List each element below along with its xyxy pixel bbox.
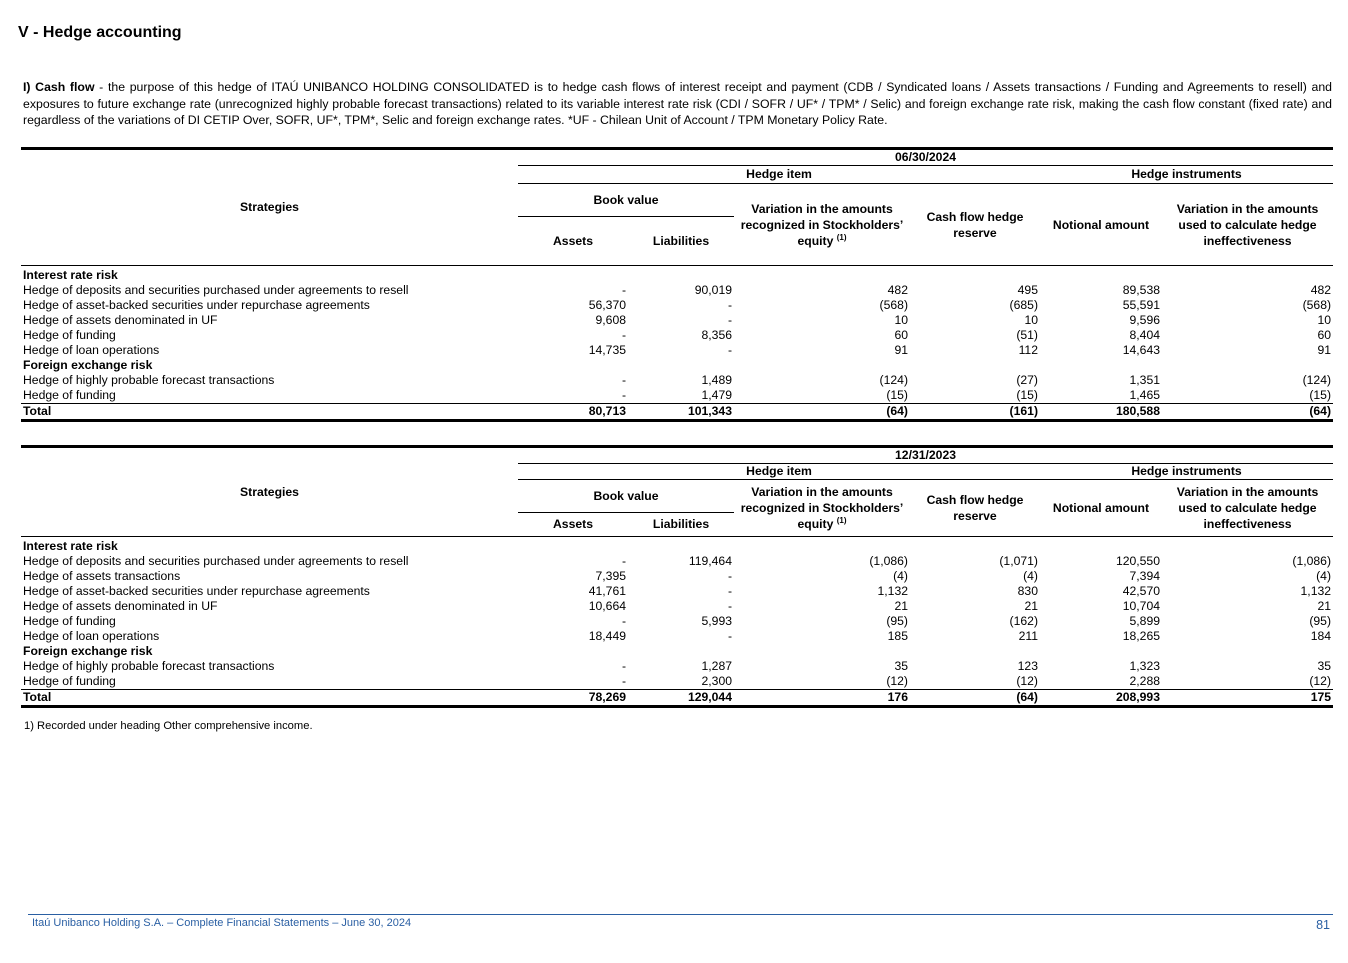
row-label: Hedge of asset-backed securities under repurchase agreements [23, 584, 370, 598]
footnote: 1) Recorded under heading Other comprehensive income. [24, 720, 313, 732]
variation-ineff-header: Variation in the amounts used to calculate hedge ineffectiveness [1176, 201, 1319, 248]
total-ineff: (64) [1162, 404, 1333, 421]
cell-ineff: (568) [1302, 298, 1332, 312]
cell-liabilities: 90,019 [694, 283, 732, 297]
cell-variation: (15) [886, 388, 908, 402]
cell-liabilities: - [727, 343, 732, 357]
row-label: Hedge of funding [23, 674, 116, 688]
row-label: Hedge of loan operations [23, 629, 160, 643]
cell-notional: 1,465 [1129, 388, 1160, 402]
table-row [21, 373, 1333, 388]
table-row [21, 599, 1333, 614]
cell-reserve: (685) [1009, 298, 1038, 312]
table-row [21, 388, 1333, 404]
cell-liabilities: - [727, 629, 732, 643]
variation-equity-header: Variation in the amounts recognized in Stockholders’ equity $^{(1)}$ [740, 485, 904, 531]
cell-reserve: (4) [1023, 569, 1038, 583]
notional-header: Notional amount [1052, 217, 1150, 232]
cell-ineff: (4) [1316, 569, 1332, 583]
total-notional: 180,588 [1040, 404, 1162, 421]
cash-flow-reserve-header: Cash flow hedge reserve [926, 209, 1024, 240]
footnote-mark: (1) [836, 232, 847, 242]
cell-ineff: 21 [1317, 599, 1332, 613]
cell-variation: (568) [879, 298, 908, 312]
cell-ineff: 482 [1310, 283, 1332, 297]
cell-assets: - [621, 283, 626, 297]
cell-reserve: (15) [1016, 388, 1038, 402]
cell-notional: 5,899 [1129, 614, 1160, 628]
cell-notional: 120,550 [1115, 554, 1160, 568]
cell-variation: (124) [879, 373, 908, 387]
cell-assets: 7,395 [595, 569, 626, 583]
cell-liabilities: 119,464 [688, 554, 732, 568]
hedge-table-2023 [21, 445, 1333, 708]
cell-ineff: (95) [1309, 614, 1332, 628]
cell-assets: - [621, 554, 626, 568]
section-title: Foreign exchange risk [23, 644, 153, 658]
cell-reserve: 495 [1017, 283, 1038, 297]
strategies-header: Strategies [240, 484, 299, 499]
total-reserve: (161) [910, 404, 1040, 421]
table-row [21, 659, 1333, 674]
intro-label: I) Cash flow [23, 80, 95, 94]
cell-variation: 185 [887, 629, 908, 643]
cell-assets: 41,761 [588, 584, 626, 598]
total-reserve: (64) [910, 690, 1040, 707]
row-label: Hedge of deposits and securities purchased under agreements to resell [23, 283, 409, 297]
cell-assets: 18,449 [588, 629, 626, 643]
cell-ineff: 91 [1317, 343, 1332, 357]
book-value-header: Book value [518, 480, 734, 513]
cell-ineff: (15) [1309, 388, 1332, 402]
total-ineff: 175 [1162, 690, 1333, 707]
period-date: 06/30/2024 [518, 149, 1333, 166]
cell-variation: (95) [886, 614, 908, 628]
row-label: Hedge of loan operations [23, 343, 160, 357]
cell-assets: - [621, 373, 626, 387]
cell-variation: (1,086) [869, 554, 908, 568]
table-row [21, 343, 1333, 358]
cell-assets: - [621, 328, 626, 342]
total-row [21, 404, 1333, 421]
row-label: Hedge of funding [23, 614, 116, 628]
cell-notional: 2,288 [1129, 674, 1160, 688]
row-label: Hedge of asset-backed securities under repurchase agreements [23, 298, 370, 312]
cell-notional: 1,323 [1129, 659, 1160, 673]
cell-liabilities: - [727, 584, 732, 598]
cell-liabilities: 1,489 [701, 373, 732, 387]
assets-header: Assets [553, 517, 593, 531]
section-row [21, 539, 1333, 554]
cell-notional: 42,570 [1122, 584, 1160, 598]
cell-variation: 10 [894, 313, 908, 327]
book-value-header: Book value [518, 184, 734, 217]
intro-paragraph [23, 79, 1332, 129]
cell-liabilities: - [727, 313, 732, 327]
cell-assets: - [621, 614, 626, 628]
cell-variation: 21 [894, 599, 908, 613]
cell-assets: 56,370 [588, 298, 626, 312]
table-row [21, 614, 1333, 629]
cell-liabilities: 5,993 [701, 614, 732, 628]
cell-ineff: 35 [1317, 659, 1332, 673]
section-title: Interest rate risk [23, 539, 118, 553]
cell-variation: 60 [894, 328, 908, 342]
cell-ineff: 10 [1317, 313, 1332, 327]
cell-reserve: (162) [1009, 614, 1038, 628]
cell-notional: 10,704 [1122, 599, 1160, 613]
cell-reserve: 10 [1024, 313, 1038, 327]
hedge-item-header: Hedge item [518, 464, 1040, 480]
cell-reserve: 123 [1017, 659, 1038, 673]
footer-divider [28, 914, 1333, 915]
table-row [21, 629, 1333, 644]
intro-text: - the purpose of this hedge of ITAÚ UNIBANCO HOLDING CONSOLIDATED is to hedge cash flows of interest receipt and payment (CDB / Syndicated loans / Assets transactions / Funding and Agreements to resell) and exposures to future exchange rate (unrecognized highly probable forecast transactions) related to its variable interest rate risk (CDI / SOFR / UF* / TPM* / Selic) and foreign exchange rate risk, making the cash flow constant (fixed rate) and regardless of the variations of DI CETIP Over, SOFR, UF*, TPM*, Selic and foreign exchange rates. *UF - Chilean Unit of Account / TPM Monetary Policy Rate. [23, 80, 1332, 128]
row-label: Hedge of assets denominated in UF [23, 313, 218, 327]
table-row [21, 328, 1333, 343]
liabilities-header: Liabilities [652, 233, 710, 248]
section-row [21, 644, 1333, 659]
footer-document-title: Itaú Unibanco Holding S.A. – Complete Financial Statements – June 30, 2024 [32, 917, 412, 929]
total-liabilities: 101,343 [628, 404, 734, 421]
cell-ineff: 1,132 [1300, 584, 1332, 598]
row-label: Hedge of highly probable forecast transactions [23, 373, 275, 387]
cell-ineff: 184 [1310, 629, 1332, 643]
liabilities-header: Liabilities [652, 517, 710, 531]
cell-variation: 91 [894, 343, 908, 357]
cell-ineff: 60 [1317, 328, 1332, 342]
total-variation: 176 [734, 690, 910, 707]
cell-liabilities: 1,479 [701, 388, 732, 402]
total-assets: 80,713 [518, 404, 628, 421]
cell-reserve: (12) [1016, 674, 1038, 688]
row-label: Hedge of assets transactions [23, 569, 181, 583]
total-liabilities: 129,044 [628, 690, 734, 707]
table-row [21, 569, 1333, 584]
assets-header: Assets [553, 233, 593, 248]
cell-variation: 482 [887, 283, 908, 297]
variation-equity-header: Variation in the amounts recognized in Stockholders’ equity $^{(1)}$ [740, 201, 904, 248]
section-title: Foreign exchange risk [23, 358, 153, 372]
cell-variation: (12) [886, 674, 908, 688]
cell-assets: 14,735 [588, 343, 626, 357]
cell-notional: 9,596 [1129, 313, 1160, 327]
hedge-instruments-header: Hedge instruments [1040, 166, 1333, 184]
cell-notional: 18,265 [1122, 629, 1160, 643]
cell-liabilities: - [727, 298, 732, 312]
cell-liabilities: 1,287 [701, 659, 732, 673]
total-assets: 78,269 [518, 690, 628, 707]
total-label: Total [21, 690, 518, 707]
cell-liabilities: - [727, 569, 732, 583]
table-row [21, 283, 1333, 298]
cell-reserve: (51) [1016, 328, 1038, 342]
cell-reserve: (1,071) [999, 554, 1038, 568]
row-label: Hedge of funding [23, 328, 116, 342]
total-variation: (64) [734, 404, 910, 421]
row-label: Hedge of assets denominated in UF [23, 599, 218, 613]
cell-notional: 1,351 [1129, 373, 1160, 387]
cell-notional: 8,404 [1129, 328, 1160, 342]
row-label: Hedge of funding [23, 388, 116, 402]
cell-liabilities: 2,300 [701, 674, 732, 688]
total-label: Total [21, 404, 518, 421]
cell-reserve: 112 [1018, 343, 1038, 357]
total-notional: 208,993 [1040, 690, 1162, 707]
cell-notional: 14,643 [1122, 343, 1160, 357]
cash-flow-reserve-header: Cash flow hedge reserve [926, 493, 1024, 523]
cell-notional: 7,394 [1129, 569, 1160, 583]
table-row [21, 313, 1333, 328]
period-date: 12/31/2023 [518, 447, 1333, 464]
page-title: V - Hedge accounting [18, 24, 182, 41]
hedge-table-2024 [21, 147, 1333, 422]
cell-reserve: 21 [1024, 599, 1038, 613]
table-row [21, 298, 1333, 313]
cell-ineff: (124) [1302, 373, 1332, 387]
row-label: Hedge of highly probable forecast transactions [23, 659, 275, 673]
cell-assets: 9,608 [595, 313, 626, 327]
table-body [21, 539, 1333, 707]
cell-assets: - [621, 388, 626, 402]
section-title: Interest rate risk [23, 268, 118, 282]
total-row [21, 690, 1333, 707]
hedge-instruments-header: Hedge instruments [1040, 464, 1333, 480]
cell-variation: (4) [893, 569, 908, 583]
cell-ineff: (1,086) [1292, 554, 1332, 568]
footnote-mark: (1) [836, 515, 847, 525]
table-body [21, 268, 1333, 421]
notional-header: Notional amount [1052, 501, 1150, 515]
table-row [21, 584, 1333, 599]
cell-assets: - [621, 659, 626, 673]
cell-reserve: (27) [1016, 373, 1038, 387]
cell-reserve: 211 [1018, 629, 1038, 643]
cell-notional: 55,591 [1122, 298, 1160, 312]
table-row [21, 674, 1333, 690]
cell-ineff: (12) [1309, 674, 1332, 688]
cell-liabilities: - [727, 599, 732, 613]
cell-assets: - [621, 674, 626, 688]
cell-notional: 89,538 [1122, 283, 1160, 297]
section-row [21, 268, 1333, 283]
page-number: 81 [1316, 918, 1330, 932]
table-row [21, 554, 1333, 569]
cell-variation: 35 [894, 659, 908, 673]
strategies-header: Strategies [240, 200, 299, 214]
cell-assets: 10,664 [588, 599, 626, 613]
row-label: Hedge of deposits and securities purchased under agreements to resell [23, 554, 409, 568]
variation-ineff-header: Variation in the amounts used to calculate hedge ineffectiveness [1176, 485, 1319, 531]
cell-reserve: 830 [1017, 584, 1038, 598]
cell-liabilities: 8,356 [701, 328, 732, 342]
section-row [21, 358, 1333, 373]
cell-variation: 1,132 [877, 584, 908, 598]
hedge-item-header: Hedge item [518, 166, 1040, 184]
